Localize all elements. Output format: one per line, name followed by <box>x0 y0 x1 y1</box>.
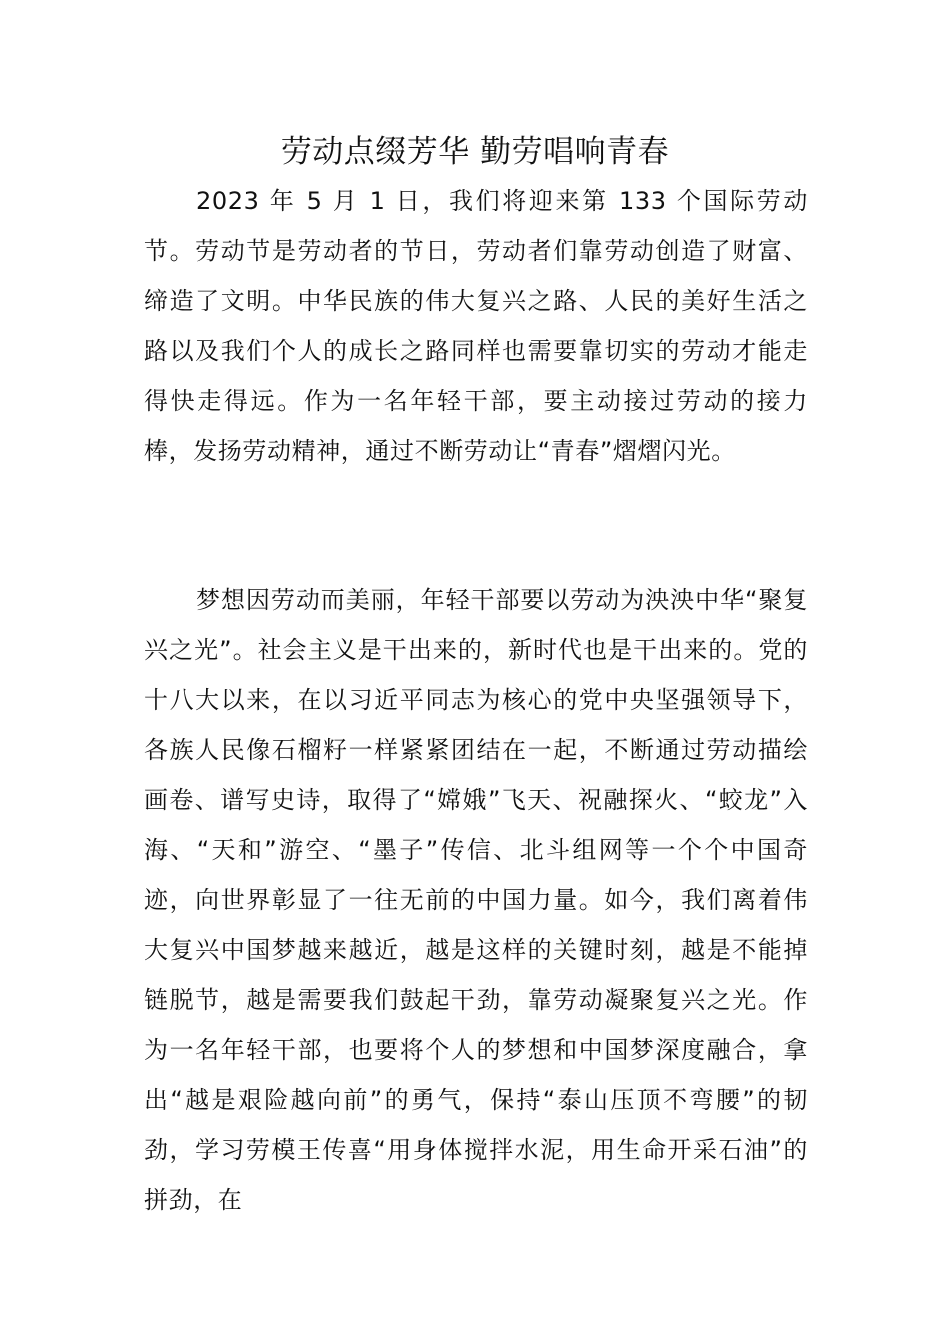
paragraph-2: 梦想因劳动而美丽，年轻干部要以劳动为泱泱中华“聚复兴之光”。社会主义是干出来的，新时代也是干出来的。党的十八大以来，在以习近平同志为核心的党中央坚强领导下，各族人民像石榴籽一样紧紧团结在一起，不断通过劳动描绘画卷、谱写史诗，取得了“嫦娥”飞天、祝融探火、“蛟龙”入海、“天和”游空、“墨子”传信、北斗组网等一个个中国奇迹，向世界彰显了一往无前的中国力量。如今，我们离着伟大复兴中国梦越来越近，越是这样的关键时刻，越是不能掉链脱节，越是需要我们鼓起干劲，靠劳动凝聚复兴之光。作为一名年轻干部，也要将个人的梦想和中国梦深度融合，拿出“越是艰险越向前”的勇气，保持“泰山压顶不弯腰”的韧劲，学习劳模王传喜“用身体搅拌水泥，用生命开采石油”的拼劲，在 <box>144 586 808 1214</box>
document-title: 劳动点缀芳华 勤劳唱响青春 <box>280 134 670 170</box>
paragraph-1: 2023 年 5 月 1 日，我们将迎来第 133 个国际劳动节。劳动节是劳动者的节日，劳动者们靠劳动创造了财富、缔造了文明。中华民族的伟大复兴之路、人民的美好生活之路以及我们个人的成长之路同样也需要靠切实的劳动才能走得快走得远。作为一名年轻干部，要主动接过劳动的接力棒，发扬劳动精神，通过不断劳动让“青春”熠熠闪光。 <box>144 187 808 465</box>
